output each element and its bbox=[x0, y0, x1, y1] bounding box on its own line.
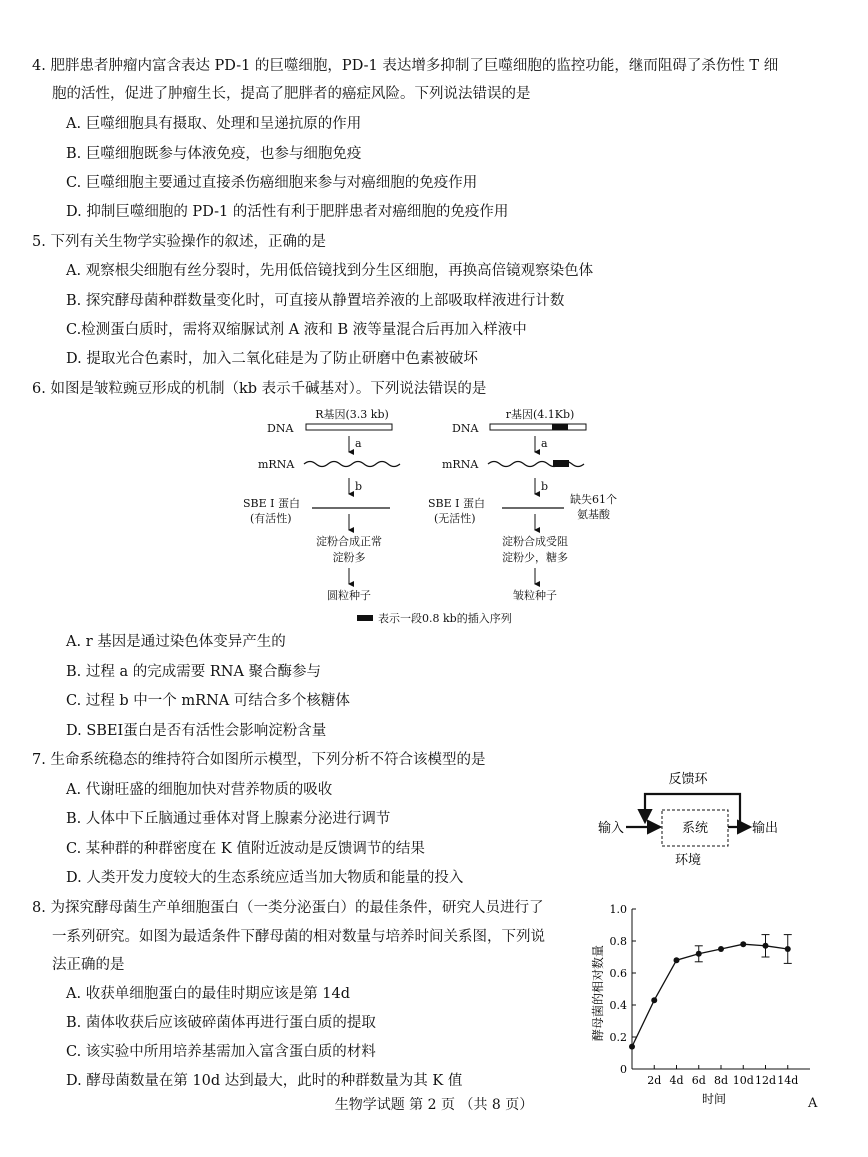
q7-option-b: B. 人体中下丘脑通过垂体对肾上腺素分泌进行调节 bbox=[66, 811, 391, 827]
sbe-left-state: (有活性) bbox=[250, 512, 292, 525]
chart-y-tick-label: 0.4 bbox=[609, 999, 627, 1012]
chart-data-point bbox=[629, 1044, 635, 1050]
sbe-right-label: SBE Ⅰ 蛋白 bbox=[428, 497, 485, 510]
q6-option-b: B. 过程 a 的完成需要 RNA 聚合酶参与 bbox=[66, 664, 322, 680]
q8-option-a: A. 收获单细胞蛋白的最佳时期应该是第 14d bbox=[66, 986, 351, 1002]
q5-option-a: A. 观察根尖细胞有丝分裂时，先用低倍镜找到分生区细胞，再换高倍镜观察染色体 bbox=[66, 263, 594, 279]
environment-label: 环境 bbox=[674, 853, 702, 868]
system-label: 系统 bbox=[681, 821, 709, 836]
output-label: 输出 bbox=[752, 821, 779, 836]
q8-stem-line2: 一系列研究。如图为最适条件下酵母菌的相对数量与培养时间关系图，下列说 bbox=[52, 929, 545, 945]
right-step-b: b bbox=[541, 480, 549, 493]
yeast-growth-chart bbox=[580, 895, 820, 1110]
q5-option-c: C.检测蛋白质时，需将双缩脲试剂 A 液和 B 液等量混合后再加入样液中 bbox=[66, 322, 527, 338]
chart-x-tick-label: 6d bbox=[691, 1074, 706, 1087]
chart-x-axis-label: 时间 bbox=[701, 1092, 727, 1106]
chart-y-tick-label: 0 bbox=[620, 1063, 627, 1076]
q7-stem: 7. 生命系统稳态的维持符合如图所示模型，下列分析不符合该模型的是 bbox=[32, 752, 486, 768]
left-result-line2: 淀粉多 bbox=[332, 551, 366, 564]
q5-option-b: B. 探究酵母菌种群数量变化时，可直接从静置培养液的上部吸取样液进行计数 bbox=[66, 293, 565, 309]
q4-option-d: D. 抑制巨噬细胞的 PD-1 的活性有利于肥胖患者对癌细胞的免疫作用 bbox=[66, 204, 509, 220]
right-result-line1: 淀粉合成受阻 bbox=[502, 535, 568, 548]
q5-stem: 5. 下列有关生物学实验操作的叙述，正确的是 bbox=[32, 234, 326, 250]
chart-y-tick-label: 1.0 bbox=[609, 903, 627, 916]
q8-option-b: B. 菌体收获后应该破碎菌体再进行蛋白质的提取 bbox=[66, 1015, 376, 1031]
right-dna-insert bbox=[552, 424, 568, 430]
left-dna-bar bbox=[306, 424, 392, 430]
left-step-a: a bbox=[355, 437, 362, 450]
chart-data-point bbox=[651, 997, 657, 1003]
q6-stem: 6. 如图是皱粒豌豆形成的机制（kb 表示千碱基对）。下列说法错误的是 bbox=[32, 381, 487, 397]
right-result-line2: 淀粉少，糖多 bbox=[502, 551, 568, 564]
chart-series-line bbox=[632, 944, 788, 1046]
right-gene-label: r基因(4.1Kb) bbox=[505, 408, 575, 421]
q6-option-d: D. SBEI蛋白是否有活性会影响淀粉含量 bbox=[66, 723, 327, 739]
chart-y-tick-label: 0.8 bbox=[609, 935, 627, 948]
right-seed-label: 皱粒种子 bbox=[513, 589, 557, 602]
insert-legend-swatch bbox=[357, 615, 373, 621]
left-step-b: b bbox=[355, 480, 363, 493]
q4-stem-line2: 胞的活性，促进了肿瘤生长，提高了肥胖者的癌症风险。下列说法错误的是 bbox=[52, 86, 531, 102]
left-result-line1: 淀粉合成正常 bbox=[316, 535, 382, 548]
q4-stem-line1: 4. 肥胖患者肿瘤内富含表达 PD-1 的巨噬细胞，PD-1 表达增多抑制了巨噬细胞的监控功能，继而阻碍了杀伤性 T 细 bbox=[32, 58, 779, 74]
q4-option-b: B. 巨噬细胞既参与体液免疫，也参与细胞免疫 bbox=[66, 146, 362, 162]
sbe-left-label: SBE Ⅰ 蛋白 bbox=[243, 497, 300, 510]
chart-data-point bbox=[696, 951, 702, 957]
chart-axes bbox=[610, 903, 811, 1087]
missing-aa-line1: 缺失61个 bbox=[570, 493, 617, 506]
q4-option-a: A. 巨噬细胞具有摄取、处理和呈递抗原的作用 bbox=[66, 116, 362, 132]
right-mrna-wave bbox=[488, 462, 584, 467]
insert-legend-text: 表示一段0.8 kb的插入序列 bbox=[378, 612, 512, 625]
chart-x-tick-label: 12d bbox=[754, 1074, 777, 1087]
chart-series bbox=[629, 935, 792, 1050]
right-mrna-insert bbox=[553, 460, 569, 467]
dna-label-left: DNA bbox=[267, 422, 294, 435]
left-gene-label: R基因(3.3 kb) bbox=[315, 408, 389, 421]
q7-option-d: D. 人类开发力度较大的生态系统应适当加大物质和能量的投入 bbox=[66, 870, 464, 886]
q8-stem-line3: 法正确的是 bbox=[52, 957, 125, 973]
q5-option-d: D. 提取光合色素时，加入二氧化硅是为了防止研磨中色素被破坏 bbox=[66, 351, 478, 367]
feedback-model-diagram bbox=[590, 764, 790, 874]
mrna-label-right: mRNA bbox=[442, 458, 479, 471]
left-seed-label: 圆粒种子 bbox=[327, 589, 371, 602]
chart-data-point bbox=[718, 946, 724, 952]
missing-aa-line2: 氨基酸 bbox=[577, 508, 610, 521]
q7-option-c: C. 某种群的种群密度在 K 值附近波动是反馈调节的结果 bbox=[66, 841, 425, 857]
chart-x-tick-label: 4d bbox=[669, 1074, 684, 1087]
chart-y-axis-label: 酵母菌的相对数量 bbox=[591, 944, 605, 1042]
sbe-right-state: (无活性) bbox=[434, 512, 476, 525]
q8-stem-line1: 8. 为探究酵母菌生产单细胞蛋白（一类分泌蛋白）的最佳条件，研究人员进行了 bbox=[32, 900, 544, 916]
chart-y-tick-label: 0.6 bbox=[609, 967, 627, 980]
mrna-label-left: mRNA bbox=[258, 458, 295, 471]
input-label: 输入 bbox=[598, 821, 625, 836]
q8-option-d: D. 酵母菌数量在第 10d 达到最大，此时的种群数量为其 K 值 bbox=[66, 1073, 463, 1089]
chart-x-tick-label: 2d bbox=[647, 1074, 662, 1087]
chart-x-tick-label: 10d bbox=[732, 1074, 754, 1087]
q4-option-c: C. 巨噬细胞主要通过直接杀伤癌细胞来参与对癌细胞的免疫作用 bbox=[66, 175, 478, 191]
right-step-a: a bbox=[541, 437, 548, 450]
feedback-loop-label: 反馈环 bbox=[668, 772, 708, 787]
q6-option-a: A. r 基因是通过染色体变异产生的 bbox=[66, 634, 286, 650]
q7-option-a: A. 代谢旺盛的细胞加快对营养物质的吸收 bbox=[66, 782, 333, 798]
chart-y-tick-label: 0.2 bbox=[609, 1031, 627, 1044]
dna-label-right: DNA bbox=[452, 422, 479, 435]
page-footer: 生物学试题 第 2 页 （共 8 页） bbox=[334, 1097, 534, 1113]
right-dna-bar bbox=[490, 424, 586, 430]
chart-x-tick-label: 14d bbox=[777, 1074, 799, 1087]
chart-data-point bbox=[674, 957, 680, 963]
chart-data-point bbox=[740, 941, 746, 947]
q8-option-c: C. 该实验中所用培养基需加入富含蛋白质的材料 bbox=[66, 1044, 376, 1060]
chart-x-tick-label: 8d bbox=[713, 1074, 729, 1087]
chart-data-point bbox=[785, 946, 791, 952]
chart-data-point bbox=[763, 943, 769, 949]
paper-version-mark: A bbox=[808, 1096, 818, 1111]
q6-option-c: C. 过程 b 中一个 mRNA 可结合多个核糖体 bbox=[66, 693, 350, 709]
left-mrna-wave bbox=[304, 462, 400, 467]
